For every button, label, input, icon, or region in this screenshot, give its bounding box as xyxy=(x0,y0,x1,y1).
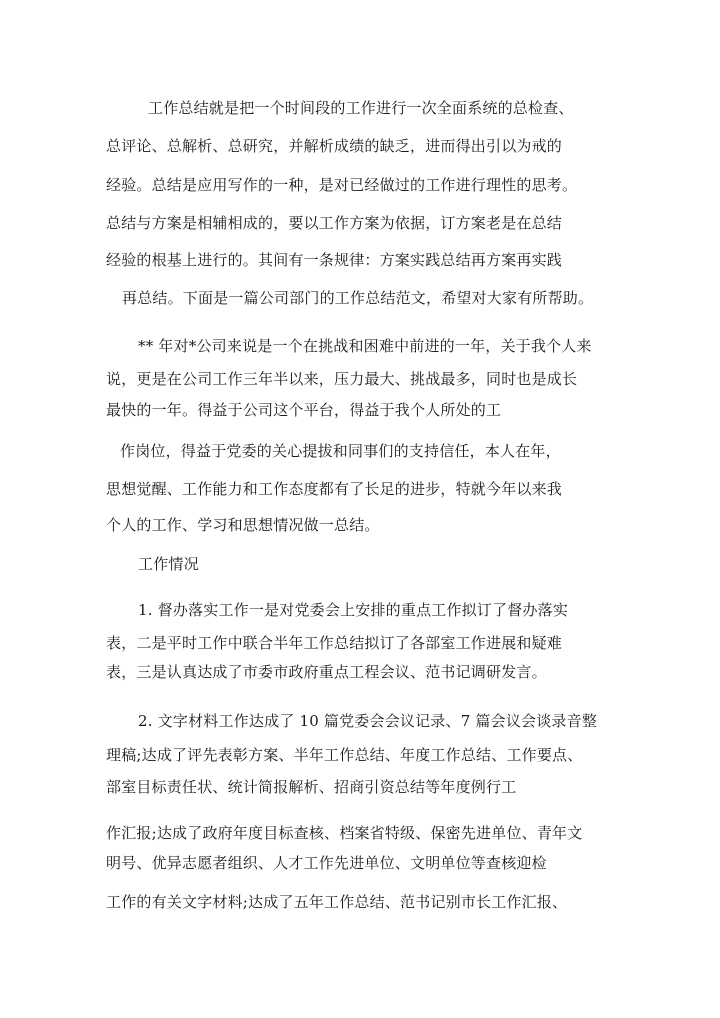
intro-line-2: 总评论、总解析、总研究，并解析成绩的缺乏，进而得出引以为戒的 xyxy=(106,137,563,155)
item2-line-6: 工作的有关文字材料;达成了五年工作总结、范书记别市长工作汇报、 xyxy=(106,893,568,911)
intro-line-3: 经验。总结是应用写作的一种，是对已经做过的工作进行理性的思考。 xyxy=(106,176,578,194)
item1-line-2: 表，二是平时工作中联合半年工作总结拟订了各部室工作进展和疑难 xyxy=(106,634,563,652)
para2-line-1: ** 年对*公司来说是一个在挑战和困难中前进的一年，关于我个人来 xyxy=(138,337,592,355)
para2-line-5: 思想觉醒、工作能力和工作态度都有了长足的进步，特就今年以来我 xyxy=(106,480,563,498)
intro-line-1: 工作总结就是把一个时间段的工作进行一次全面系统的总检查、 xyxy=(148,99,574,117)
intro-line-6: 再总结。下面是一篇公司部门的工作总结范文，希望对大家有所帮助。 xyxy=(122,289,594,307)
item2-line-1: 2. 文字材料工作达成了 10 篇党委会会议记录、7 篇会议会谈录音整 xyxy=(138,712,598,730)
intro-line-5: 经验的根基上进行的。其间有一条规律：方案实践总结再方案再实践 xyxy=(106,251,563,269)
para2-line-6: 个人的工作、学习和思想情况做一总结。 xyxy=(106,516,380,534)
item1-line-3: 表，三是认真达成了市委市政府重点工程会议、范书记调研发言。 xyxy=(106,663,547,681)
item2-line-4: 作汇报;达成了政府年度目标查核、档案省特级、保密先进单位、青年文 xyxy=(106,824,583,842)
item1-line-1: 1. 督办落实工作一是对党委会上安排的重点工作拟订了督办落实 xyxy=(138,601,569,619)
intro-line-4: 总结与方案是相辅相成的，要以工作方案为依据，订方案老是在总结 xyxy=(106,214,563,232)
item2-line-3: 部室目标责任状、统计简报解析、招商引资总结等年度例行工 xyxy=(106,778,517,796)
para2-line-3: 最快的一年。得益于公司这个平台，得益于我个人所处的工 xyxy=(106,401,502,419)
item2-line-2: 理稿;达成了评先表彰方案、半年工作总结、年度工作总结、工作要点、 xyxy=(106,746,583,764)
item2-line-5: 明号、优异志愿者组织、人才工作先进单位、文明单位等查核迎检 xyxy=(106,854,547,872)
section-heading: 工作情况 xyxy=(138,555,199,573)
para2-line-2: 说，更是在公司工作三年半以来，压力最大、挑战最多，同时也是成长 xyxy=(106,370,578,388)
para2-line-4: 作岗位，得益于党委的关心提拔和同事们的支持信任，本人在年， xyxy=(120,442,561,460)
